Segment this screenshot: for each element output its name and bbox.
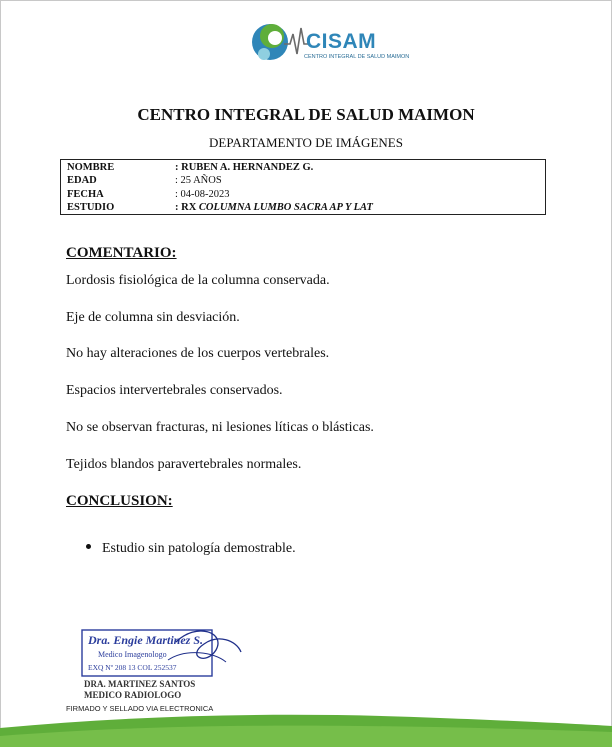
signer-role: MEDICO RADIOLOGO xyxy=(84,690,182,700)
signature-note: FIRMADO Y SELLADO VIA ELECTRONICA xyxy=(66,704,214,713)
age-label: EDAD xyxy=(67,175,97,186)
logo-word: CISAM xyxy=(306,30,377,53)
comment-line: Eje de columna sin desviación. xyxy=(66,310,240,325)
logo-subtitle: CENTRO INTEGRAL DE SALUD MAIMON xyxy=(304,54,410,60)
comment-heading: COMENTARIO: xyxy=(66,245,177,261)
comment-line: No hay alteraciones de los cuerpos vertebrales. xyxy=(66,346,330,361)
signature-stamp xyxy=(76,622,246,680)
date-label: FECHA xyxy=(67,189,104,200)
patient-info-box xyxy=(60,159,546,215)
date-value: : 04-08-2023 xyxy=(175,189,230,200)
name-value: : RUBEN A. HERNANDEZ G. xyxy=(175,162,314,173)
conclusion-heading: CONCLUSION: xyxy=(66,493,173,509)
name-label: NOMBRE xyxy=(67,162,115,173)
comment-line: Tejidos blandos paravertebrales normales. xyxy=(66,457,302,472)
comment-line: No se observan fracturas, ni lesiones líticas o blásticas. xyxy=(66,420,374,435)
study-label: ESTUDIO xyxy=(67,202,115,213)
page-title: CENTRO INTEGRAL DE SALUD MAIMON xyxy=(137,105,475,124)
bullet-icon xyxy=(86,544,91,549)
department-subtitle: DEPARTAMENTO DE IMÁGENES xyxy=(209,135,403,150)
comment-line: Espacios intervertebrales conservados. xyxy=(66,383,283,398)
stamp-role: Medico Imagenologo xyxy=(98,650,167,659)
stamp-ids: EXQ Nº 208 13 COL 252537 xyxy=(88,663,177,672)
study-value: COLUMNA LUMBO SACRA AP Y LAT xyxy=(198,202,373,213)
footer-wave xyxy=(0,706,612,747)
study-value-wrap xyxy=(175,201,373,214)
study-prefix: : RX xyxy=(175,202,199,213)
conclusion-item: Estudio sin patología demostrable. xyxy=(102,541,296,556)
signer-name: DRA. MARTINEZ SANTOS xyxy=(84,679,196,689)
age-value: : 25 AÑOS xyxy=(175,175,222,186)
comment-line: Lordosis fisiológica de la columna conservada. xyxy=(66,273,330,288)
stamp-name: Dra. Engie Martinez S. xyxy=(88,633,204,647)
